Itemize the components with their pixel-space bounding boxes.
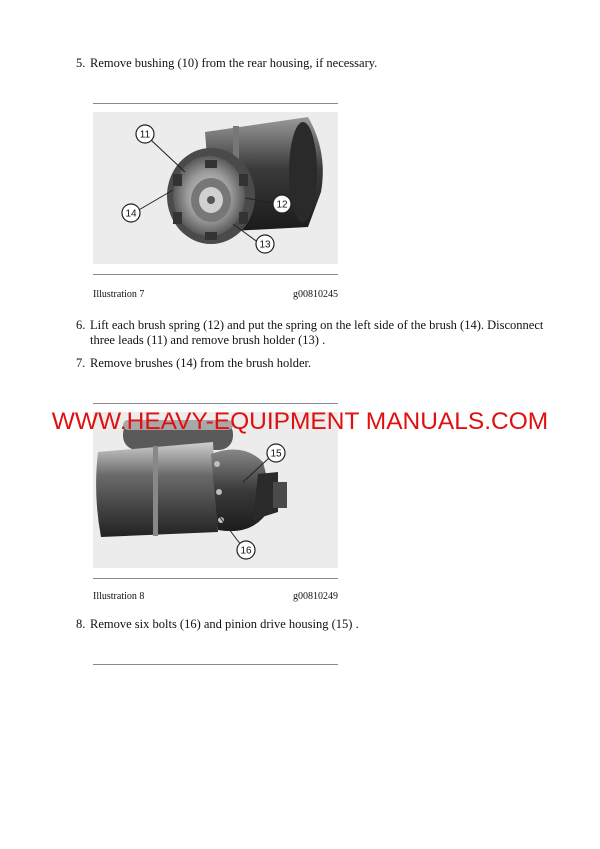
- figure-bottom-rule: [93, 578, 338, 579]
- svg-text:16: 16: [240, 545, 252, 557]
- callout-16: [237, 541, 255, 559]
- illustration-label: Illustration 7: [93, 289, 145, 300]
- illustration-label: Illustration 8: [93, 591, 145, 602]
- figure-top-rule: [93, 664, 338, 665]
- callout-13: [256, 235, 274, 253]
- svg-text:12: 12: [276, 199, 288, 211]
- svg-text:13: 13: [259, 239, 271, 251]
- callout-11: [136, 125, 154, 143]
- callout-14: [122, 204, 140, 222]
- step-number: 6.: [76, 318, 86, 332]
- callout-15: [267, 444, 285, 462]
- callout-12: [273, 195, 291, 213]
- step-text: Remove six bolts (16) and pinion drive housing (15) .: [90, 617, 359, 631]
- step-text-line-2: three leads (11) and remove brush holder (13) .: [90, 333, 326, 347]
- figure-bottom-rule: [93, 274, 338, 275]
- step-number: 7.: [76, 356, 86, 370]
- illustration-code: g00810249: [293, 591, 338, 602]
- starter-rear-housing-image: [93, 112, 338, 264]
- figure-top-rule: [93, 403, 338, 404]
- step-number: 5.: [76, 56, 86, 70]
- svg-text:11: 11: [139, 129, 151, 141]
- illustration-7-photo: [93, 112, 338, 264]
- illustration-code: g00810245: [293, 289, 338, 300]
- figure-top-rule: [93, 103, 338, 104]
- step-text: Remove bushing (10) from the rear housing, if necessary.: [90, 56, 378, 70]
- svg-text:14: 14: [125, 208, 137, 220]
- step-text: Remove brushes (14) from the brush holder.: [90, 356, 312, 370]
- svg-text:15: 15: [270, 448, 282, 460]
- step-number: 8.: [76, 617, 86, 631]
- watermark-text: WWW.HEAVY-EQUIPMENT MANUALS.COM: [51, 408, 549, 435]
- step-text-line-1: Lift each brush spring (12) and put the spring on the left side of the brush (14). Disconnect: [90, 318, 544, 332]
